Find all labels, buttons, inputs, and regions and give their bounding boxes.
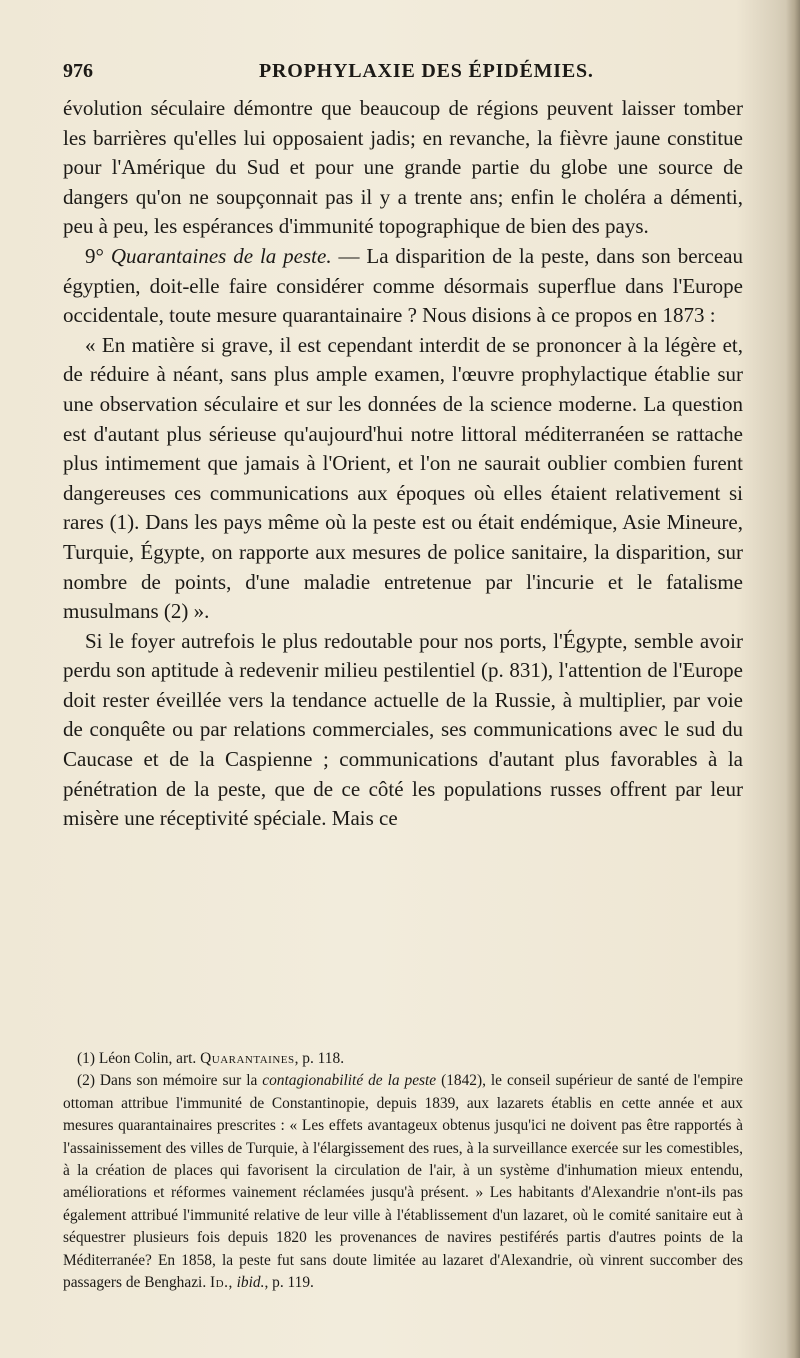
- main-text: [63, 94, 743, 834]
- paragraph-3-quote: « En matière si grave, il est cependant interdit de se prononcer à la légère et, de réduire à néant, sans plus ample examen, l'œuvre prophylactique établie sur une observation séculaire et sur les données de la science moderne. La question est d'autant plus sérieuse qu'aujourd'hui notre littoral méditerranéen se rattache plus intimement que jamais à l'Orient, et l'on ne saurait oublier combien furent dangereuses ces communications aux époques où elles étaient relativement si rares (1). Dans les pays même où la peste est ou était endémique, Asie Mineure, Turquie, Égypte, on rapporte aux mesures de police sanitaire, la disparition, sur nombre de points, d'une maladie entretenue par l'incurie et le fatalisme musulmans (2) ».: [63, 332, 743, 624]
- footnotes: [63, 1048, 743, 1294]
- footnote-2-id: Id.,: [210, 1274, 233, 1292]
- footnote-2-title: contagionabilité de la peste: [262, 1072, 437, 1090]
- section-number: 9°: [85, 243, 104, 268]
- paragraph-2: [63, 242, 743, 331]
- footnote-2-end: , p. 119.: [264, 1274, 314, 1292]
- footnote-2-mark: (2): [77, 1072, 95, 1090]
- footnote-2-intro: Dans son mémoire sur la: [99, 1072, 258, 1090]
- footnote-1-author: Léon Colin, art.: [98, 1050, 197, 1067]
- footnote-1-mark: (1): [77, 1050, 95, 1067]
- paragraph-4: Si le foyer autrefois le plus redoutable pour nos ports, l'Égypte, semble avoir perdu son aptitude à redevenir milieu pestilentiel (p. 831), l'attention de l'Europe doit rester éveillée vers la tendance actuelle de la Russie, à multiplier, par voie de conquête ou par relations commerciales, ses communications avec le sud du Caucase et de la Caspienne ; communications d'autant plus favorables à la pénétration de la peste, que de ce côté les populations russes offrent par leur misère une réceptivité spéciale. Mais ce: [63, 628, 743, 831]
- page-header: [63, 60, 743, 84]
- footnote-2: [63, 1070, 743, 1294]
- running-title: PROPHYLAXIE DES ÉPIDÉMIES.: [259, 60, 594, 82]
- footnote-1: [63, 1048, 743, 1070]
- section-title: Quarantaines de la peste.: [110, 243, 332, 268]
- footnote-1-page: , p. 118.: [294, 1050, 345, 1067]
- footnote-2-text: (1842), le conseil supérieur de santé de l'empire ottoman attribue l'immunité de Constantinopie, depuis 1839, aux lazarets établis en cette année et aux mesures quarantainaires prescrites : « Les effets avantageux obtenus jusqu'ici ne doivent pas être rapportés à l'assainissement des villes de Turquie, à l'élargissement des rues, à la surveillance exercée sur les comestibles, à la création de places qui favorisent la circulation de l'air, à un système d'inhumation mieux entendu, améliorations et réformes vainement réclamées jusqu'à présent. » Les habitants d'Alexandrie n'ont-ils pas également attribué l'immunité relative de leur ville à l'établissement d'un lazaret, où le comité sanitaire eut à séquestrer plusieurs fois depuis 1820 les provenances de navires pestiférés partis d'autres points de la Méditerranée? En 1858, la peste fut sans doute limitée au lazaret d'Alexandrie, où vinrent succomber des passagers de Benghazi.: [63, 1072, 743, 1292]
- paragraph-2-text: — La disparition de la peste, dans son berceau égyptien, doit-elle faire considérer comme désormais superflue dans l'Europe occidentale, toute mesure quarantainaire ? Nous disions à ce propos en 1873 :: [63, 243, 743, 328]
- page-edge-shadow: [786, 0, 800, 1358]
- footnote-1-work: Quarantaines: [200, 1050, 295, 1067]
- paragraph-1: évolution séculaire démontre que beaucoup de régions peuvent laisser tomber les barrières qu'elles lui opposaient jadis; en revanche, la fièvre jaune constitue pour l'Amérique du Sud et pour une grande partie du globe une source de dangers qu'on ne soupçonnait pas il y a trente ans; enfin le choléra a démenti, peu à peu, les espérances d'immunité topographique de bien des pays.: [63, 96, 743, 239]
- page-number: 976: [63, 60, 93, 82]
- footnote-2-ibid: ibid.: [236, 1274, 265, 1292]
